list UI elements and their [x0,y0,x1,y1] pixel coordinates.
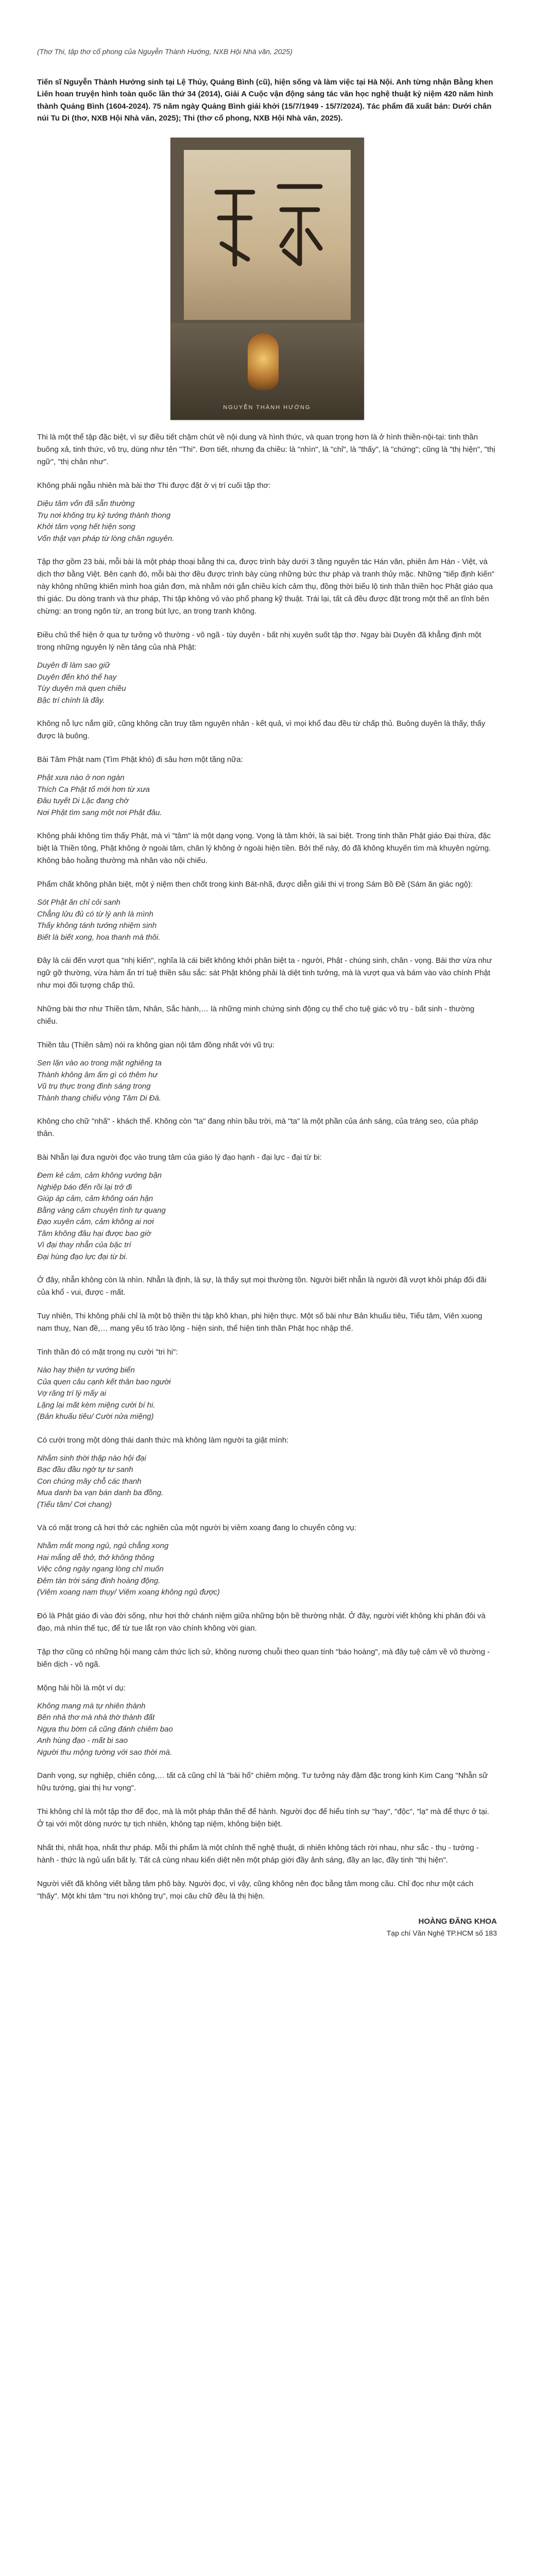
article-paragraph: Tập thơ gồm 23 bài, mỗi bài là một pháp thoại bằng thi ca, được trình bày dưới 3 tầng nguyên tác Hán văn, phiên âm Hán - Việt, và dịch thơ bằng Việt. Bên cạnh đó, mỗi bài thơ đều được trình bày cùng những bức thư pháp và tranh thủy mặc. Những "tiếp định kiến" này không những khiến mình hoa giản đơn, mà nhằm nới gắn chiều kích cảm thụ, đồng thời biểu lộ tinh thần thiền học Phật giáo qua thi giác. Du dòng tranh và thư pháp, Thi tập không vỏ vào phổ phang kỹ thuật. Trái lại, tất cả đều được đặt trong một thế an tĩnh bên chừng: an trong ngôn từ, an trong bút lực, an trong tranh không. [37,557,495,616]
article-paragraph: Không phải không tìm thấy Phật, mà vì "tâm" là một dạng vọng. Vọng là tâm khởi, là sai biệt. Trong tinh thần Phật giáo Đại thừa, đặc biệt là Thiền tông, Phật không ở ngoài tâm, chân lý không ở ngoài hiện tiền. Bởi thế này, đó đã không khuyến tìm mà khuyên ngừng. Không bảo hoằng thường mà nhân vào nội chiếu. [37,832,491,865]
article-paragraph: Thiền tâu (Thiền sâm) nói ra không gian nội tâm đồng nhất với vũ trụ: [37,1041,274,1049]
poem-line: Ngựa thu bờm cả cũng đánh chiêm bao [37,1724,173,1734]
poem-excerpt [37,897,497,943]
poem-line: Vợ răng trí lý mấy ai [37,1389,107,1398]
poem-line: Tâm không đâu hại được bao giờ [37,1229,151,1238]
cover-lantern [248,333,279,390]
article-paragraph: Người viết đã không viết bằng tâm phô bày. Người đọc, vì vậy, cũng không nên đọc bằng tâm mong cầu. Chỉ đọc như một cách "thấy". Một khi tâm "tru nơi không trụ", mọi câu chữ đều là thị hiện. [37,1879,474,1901]
article-paragraph: Ở đây, nhẫn không còn là nhìn. Nhẫn là định, là sự, là thấy sụt mọi thường tồn. Người biết nhẫn là người đã vượt khỏi pháp đối đãi của khổ - vui, được - mất. [37,1276,487,1297]
article-paragraph: Bài Tâm Phật nam (Tìm Phật khó) đi sâu hơn một tầng nữa: [37,755,243,764]
poem-line: Bên nhà thơ mà nhà thờ thành đất [37,1713,155,1722]
article-paragraph: Thi là một thể tập đặc biệt, vì sự điều tiết chậm chút về nội dung và hình thức, và quan trọng hơn là ở hình thiền-nội-tại: tinh thần buông xả, tinh thức, vô trụ, dùng như tên "Thi". Đơn tiết, nhưng đa chiều: là "nhìn", là "chỉ", là "thấy", là "chứng"; cũng là "thị hiện", "thị ngữ", "thị chân như". [37,433,495,466]
poem-line: Trụ nơi không trụ kỷ tướng thành thong [37,511,171,520]
poem-line: Thành không âm ấm gì có thêm hư [37,1070,158,1079]
article-paragraph: Những bài thơ như Thiền tâm, Nhân, Sắc hành,… là những minh chứng sinh động cụ thể cho tuệ giác vô trụ - bất sinh - thường chiếu. [37,1005,475,1026]
article-paragraph: Tập thơ cũng có những hội mang cảm thức lịch sử, không nương chuỗi theo quan tính "báo hoàng", mà đây tuệ cảm về vô thường - biến dịch - vô ngã. [37,1647,490,1669]
poem-line: Đâu tuyết Di Lặc đang chờ [37,796,129,805]
book-cover-image [170,138,364,420]
article-paragraph: Đây là cái đến vượt qua "nhị kiến", nghĩa là cái biết không khởi phân biệt ta - người, Phật - chúng sinh, chân - vọng. Bài thơ vừa như ngữ gỡ thường, vừa hàm ẩn trí tuệ thiền sâu sắc: sát Phật không phải là diệt tinh tưởng, mà là vượt qua và bám vào vào chính Phật như mọi đối tượng chấp thủ. [37,956,492,990]
poem-line: Đem kẻ cảm, cảm không vướng bận [37,1171,162,1180]
article-paragraph: Bài Nhẫn lại đưa người đọc vào trung tâm của giáo lý đạo hạnh - đại lực - đại từ bi: [37,1153,322,1162]
poem-line: Sen lặn vào ao trong mặt nghiêng ta [37,1059,162,1067]
poem-line: Vốn thật vạn pháp từ lòng chân nguyên. [37,534,175,543]
poem-line: Nghiệp báo đến rồi lại trở đi [37,1182,132,1192]
article-paragraph: Nhất thi, nhất họa, nhất thư pháp. Mỗi thi phẩm là một chỉnh thể nghệ thuật, di nhiên không tách rời nhau, như sắc - thụ - tướng - hành - thức là ngủ uẩn bất ly. Tất cả cùng nhau kiến diệt nên một pháp giới đầy ảnh sáng, đầy an lạc, đầy tinh "thị hiện". [37,1843,479,1865]
poem-line: Duyên đến khó thể hay [37,672,117,682]
poem-line: Anh hùng đạo - mất bi sao [37,1736,128,1745]
article-paragraph: Tuy nhiên, Thi không phải chỉ là một bộ thiền thi tập khô khan, phi hiện thực. Một số bài như Bản khuấu tiêu, Tiểu tâm, Viên xuong nam thuỵ, Nan đề,… mang yếu tố trào lộng - hiện sinh, thể hiện tinh thần Phật học nhập thế. [37,1312,483,1333]
poem-line: Sót Phật ăn chỉ cỏi sanh [37,898,120,907]
poem-line: Duyên đi làm sao giữ [37,661,110,670]
poem-line: Bậc trí chính là đây. [37,696,105,705]
article-body [37,431,497,1903]
poem-line: (Tiểu tâm/ Cơi chang) [37,1500,112,1509]
poem-excerpt [37,772,497,819]
article-paragraph: Và có mặt trong cả hơi thở các nghiên của một người bị viêm xoang đang lo chuyển công vụ: [37,1523,356,1532]
poem-line: Người thu mộng tường với sao thời mà. [37,1748,173,1757]
poem-excerpt [37,1058,497,1104]
poem-line: Của quen câu cạnh kết thân bao người [37,1377,171,1386]
poem-line: Bằng vàng cảm chuyện tình tự quang [37,1206,166,1215]
poem-line: Nơi Phật tìm sang một nơi Phật đâu. [37,808,162,817]
poem-line: Khởi tâm vọng hết hiện song [37,522,135,531]
article-paragraph: Mộng hải hồi là một ví dụ: [37,1683,126,1692]
poem-line: Thích Ca Phật tổ mới hơn từ xưa [37,785,150,794]
poem-excerpt [37,1453,497,1511]
article-paragraph: Không phải ngẫu nhiên mà bài thơ Thi được đặt ở vị trí cuối tập thơ: [37,481,271,490]
poem-line: Nào hay thiện tự vướng biển [37,1366,135,1375]
cover-author-name: NGUYỄN THÀNH HƯỚNG [223,404,311,411]
poem-excerpt [37,1540,497,1599]
article-paragraph: Tinh thần đó có mặt trọng nụ cười "tri hi": [37,1348,178,1357]
poem-line: Bạc đầu đầu ngờ tự tư sanh [37,1465,133,1474]
poem-excerpt [37,1170,497,1263]
source-line: Tạp chí Văn Nghệ TP.HCM số 183 [386,1929,497,1937]
poem-excerpt [37,1701,497,1759]
poem-line: Hai mắng dễ thở, thở không thông [37,1553,154,1562]
poem-line: Nhắm sinh thời thập nào hội đại [37,1453,146,1463]
poem-line: Vũ trụ thực trong đình sáng trong [37,1082,151,1091]
article-paragraph: Danh vọng, sự nghiệp, chiến công,… tất cả cũng chỉ là "bài hổ" chiêm mộng. Tư tưởng này đậm đặc trong kinh Kim Cang "Nhẫn sữ hữu tướng, giai thị hư vọng". [37,1771,488,1792]
poem-line: (Bản khuấu tiêu/ Cười nửa miệng) [37,1412,154,1421]
poem-line: Diệu tâm vốn đã sẵn thường [37,499,135,508]
article-paragraph: Đó là Phật giáo đi vào đời sống, như hơi thở chánh niệm giữa những bộn bề thường nhật. Ở đây, người viết không khi phân đôi và đạo, mà nhìn thế tục, để từ tue lắt rọn vào chính không vời gian. [37,1611,486,1633]
author-intro: Tiến sĩ Nguyễn Thành Hướng sinh tại Lệ Thủy, Quảng Bình (cũ), hiện sống và làm việc tại Hà Nội. Anh từng nhận Bằng khen Liên hoan truyện hình toàn quốc lần thứ 34 (2014), Giải A Cuộc vận động sáng tác văn học nghệ thuật kỷ niệm 420 năm hình thành Quảng Bình (1604-2024). 75 năm ngày Quảng Bình giải khởi (15/7/1949 - 15/7/2024). Tác phẩm đã xuất bản: Dưới chân núi Tu Di (thơ, NXB Hội Nhà văn, 2025); Thi (thơ cổ phong, NXB Hội Nhà văn, 2025). [37,78,493,123]
poem-excerpt [37,1365,497,1423]
poem-line: Đại hùng đạo lực đại từ bi. [37,1252,128,1261]
article-paragraph: Không cho chữ "nhấ" - khách thể. Không còn "ta" đang nhìn bầu trời, mà "ta" là một phần của ánh sáng, của tráng seo, của pháp thân. [37,1117,478,1138]
cover-calligraphy-left [212,182,258,269]
poem-line: Thành thang chiếu vòng Tâm Di Đà. [37,1093,161,1103]
article-paragraph: Thi không chỉ là một tập thơ để đọc, mà là một pháp thân thể để hành. Người đọc để hiểu tính sự "hay", "độc", "lạ" mà để thực ở tại. Ở tại với một dòng nước tự tịch nhiên, không tạp niệm, không biện biệt. [37,1807,489,1828]
poem-line: Chẳng lửu đủ có từ lý anh là mình [37,909,153,919]
poem-line: Giúp áp cảm, cảm không oán hận [37,1194,153,1203]
author-signature: HOÀNG ĐĂNG KHOA [418,1917,497,1926]
article-paragraph: Có cười trong một dòng thái danh thức mà không làm người ta giật mình: [37,1435,289,1445]
poem-line: Đêm tàn trời sáng đinh hoàng động. [37,1576,161,1585]
cover-calligraphy-right [271,174,328,272]
article-paragraph: Điều chủ thể hiện ở qua tự tưởng vô thường - vô ngã - tùy duyên - bất nhị xuyên suốt tập thơ. Ngay bài Duyên đã khẳng định một trong những nguyên lý nền tảng của nhà Phật: [37,631,481,652]
poem-line: Phật xưa nào ở non ngàn [37,773,125,782]
poem-excerpt [37,660,497,706]
article-paragraph: Không nỗ lực nắm giữ, cũng không cần truy tầm nguyên nhân - kết quả, vì mọi khổ đau đều từ chấp thủ. Buông duyên là thấy, thấy được là buông. [37,719,486,740]
poem-line: Nhằm mắt mong ngủ, ngủ chẳng xong [37,1541,169,1550]
poem-line: Đạo xuyên cảm, cảm không ai nơi [37,1217,154,1226]
poem-line: Biết là biết xong, hoa thanh mà thôi. [37,933,161,942]
poem-line: Mua danh ba vạn bán danh ba đồng. [37,1488,164,1497]
poem-line: Không mang mà tự nhiên thành [37,1701,146,1710]
book-cover-wrap [37,138,497,420]
poem-line: Việc công ngày ngang lòng chỉ muốn [37,1565,164,1573]
poem-line: Lặng lại mất kèm miệng cười bí hi. [37,1400,156,1410]
poem-line: Tùy duyên mà quen chiều [37,684,126,693]
article [37,47,497,1937]
signature-block [37,1917,497,1937]
poem-excerpt [37,498,497,545]
poem-line: Vì đại thay nhẫn của bậc trí [37,1241,131,1249]
poem-line: Thấy không tánh tướng nhiệm sinh [37,921,157,930]
poem-line: Con chúng mây chỗ các thanh [37,1477,142,1486]
article-paragraph: Phẩm chất không phân biệt, một ý niệm then chốt trong kinh Bát-nhã, được diễn giải thi vị trong Sám Bồ Đề (Sám ăn giác ngộ): [37,880,473,889]
top-caption: (Thơ Thi, tập thơ cổ phong của Nguyễn Thành Hướng, NXB Hội Nhà văn, 2025) [37,47,292,56]
poem-line: (Viêm xoang nam thụy/ Viêm xoang không ngủ được) [37,1588,220,1597]
